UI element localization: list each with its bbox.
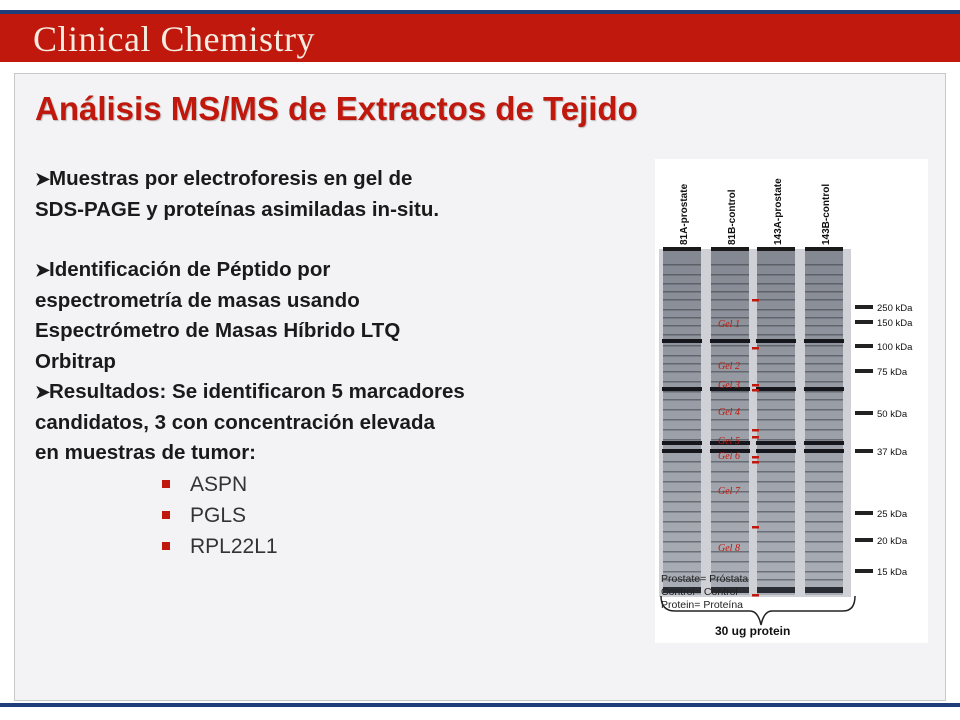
cut-mark <box>752 456 759 459</box>
gel-slice-label: Gel 5 <box>718 436 740 447</box>
gel-band <box>711 283 749 285</box>
gel-band <box>663 283 701 285</box>
gel-band-strong <box>710 339 750 343</box>
gel-band <box>663 471 701 473</box>
gel-band <box>805 551 843 553</box>
bullet-samples <box>35 164 595 225</box>
gel-band-strong <box>756 339 796 343</box>
gel-band <box>757 439 795 441</box>
gel-band <box>805 334 843 336</box>
gel-lane <box>805 251 843 595</box>
gel-band <box>757 399 795 401</box>
gel-band <box>757 561 795 563</box>
gel-band <box>805 264 843 266</box>
gel-band <box>663 409 701 411</box>
gel-band <box>711 299 749 301</box>
gel-band <box>805 429 843 431</box>
cut-mark <box>752 436 759 439</box>
gel-band <box>805 461 843 463</box>
gel-band <box>757 481 795 483</box>
cut-mark <box>752 594 759 597</box>
ladder-label: 20 kDa <box>877 536 908 547</box>
gel-band <box>757 381 795 383</box>
gel-band <box>757 579 795 581</box>
gel-band-strong <box>662 441 702 445</box>
gel-band <box>805 299 843 301</box>
gel-band <box>663 541 701 543</box>
gel-band <box>805 363 843 365</box>
gel-band <box>663 309 701 311</box>
lane-well <box>711 247 749 251</box>
gel-band <box>805 355 843 357</box>
cut-mark <box>752 429 759 432</box>
gel-lane <box>757 251 795 595</box>
ladder-band <box>855 449 873 453</box>
gel-band-strong <box>804 441 844 445</box>
cut-mark <box>752 384 759 387</box>
gel-band <box>805 291 843 293</box>
gel-band-strong <box>662 339 702 343</box>
arrow-bullet-icon: ➤ <box>35 260 51 280</box>
bullet-line: Orbitrap <box>35 349 116 373</box>
ladder-band <box>855 538 873 542</box>
gel-band <box>663 391 701 393</box>
bullet-line: espectrometría de masas usando <box>35 288 360 312</box>
gel-band-strong <box>662 449 702 453</box>
gel-band <box>757 317 795 319</box>
marker-list <box>35 469 595 562</box>
gel-band-strong <box>804 339 844 343</box>
gel-band <box>805 491 843 493</box>
gel-band <box>757 334 795 336</box>
gel-band <box>711 501 749 503</box>
gel-band <box>757 283 795 285</box>
gel-band <box>757 501 795 503</box>
gel-band <box>805 419 843 421</box>
ladder-label: 50 kDa <box>877 409 908 420</box>
gel-band <box>757 541 795 543</box>
gel-band <box>711 471 749 473</box>
gel-band <box>663 334 701 336</box>
gel-slice-label: Gel 1 <box>718 319 740 330</box>
gel-band <box>757 521 795 523</box>
lane-label: 81B-control <box>727 189 738 245</box>
gel-band <box>805 345 843 347</box>
gel-band <box>805 325 843 327</box>
gel-band <box>805 531 843 533</box>
ladder-band <box>855 320 873 324</box>
ladder-band <box>855 511 873 515</box>
lane-label: 143A-prostate <box>773 178 784 245</box>
caption-line: Control= Control <box>661 586 738 598</box>
gel-slice-label: Gel 7 <box>718 486 740 497</box>
gel-slice-label: Gel 2 <box>718 361 740 372</box>
gel-slice-label: Gel 3 <box>718 380 740 391</box>
gel-band <box>757 471 795 473</box>
gel-band <box>663 299 701 301</box>
gel-band <box>757 391 795 393</box>
ladder-label: 100 kDa <box>877 342 913 353</box>
gel-band <box>711 481 749 483</box>
gel-band <box>663 501 701 503</box>
gel-band <box>805 471 843 473</box>
ladder-band <box>855 569 873 573</box>
gel-band <box>805 481 843 483</box>
gel-band <box>711 345 749 347</box>
gel-band <box>663 264 701 266</box>
gel-band <box>757 355 795 357</box>
bullet-line: Resultados: Se identificaron 5 marcadores <box>49 380 465 403</box>
gel-band-strong <box>756 441 796 445</box>
lane-label: 143B-control <box>821 183 832 245</box>
gel-band <box>805 521 843 523</box>
slide-title: Análisis MS/MS de Extractos de Tejido <box>35 90 638 127</box>
gel-band-strong <box>756 387 796 391</box>
marker-item: PGLS <box>35 500 595 531</box>
gel-band <box>757 363 795 365</box>
gel-band <box>757 461 795 463</box>
gel-slice-label: Gel 6 <box>718 451 740 462</box>
gel-band <box>711 355 749 357</box>
gel-figure <box>655 159 928 643</box>
gel-band <box>711 561 749 563</box>
ladder-band <box>855 305 873 309</box>
gel-band <box>663 419 701 421</box>
ladder-band <box>855 344 873 348</box>
cut-mark <box>752 461 759 464</box>
cut-mark <box>752 299 759 302</box>
bottom-rule <box>0 703 960 707</box>
journal-title: Clinical Chemistry <box>33 19 315 59</box>
gel-band <box>757 371 795 373</box>
ladder-label: 37 kDa <box>877 447 908 458</box>
gel-band <box>663 491 701 493</box>
gel-band <box>663 461 701 463</box>
gel-band <box>757 531 795 533</box>
bullet-identification <box>35 255 595 377</box>
lane-well <box>757 247 795 251</box>
gel-band <box>711 264 749 266</box>
arrow-bullet-icon: ➤ <box>35 382 51 402</box>
gel-band <box>663 481 701 483</box>
lane-well <box>663 247 701 251</box>
slide-panel <box>14 73 946 701</box>
gel-band <box>663 521 701 523</box>
gel-band <box>805 399 843 401</box>
gel-band <box>663 381 701 383</box>
gel-band <box>757 345 795 347</box>
gel-band <box>663 355 701 357</box>
gel-band <box>663 371 701 373</box>
lane-label: 81A-prostate <box>679 183 690 245</box>
gel-band <box>663 317 701 319</box>
cut-mark <box>752 347 759 350</box>
bullet-line: en muestras de tumor: <box>35 441 256 464</box>
gel-band <box>757 409 795 411</box>
gel-band <box>805 274 843 276</box>
gel-band <box>711 521 749 523</box>
protein-amount-label: 30 ug protein <box>715 624 791 638</box>
lane-well <box>805 247 843 251</box>
gel-band-strong <box>804 387 844 391</box>
gel-band <box>711 399 749 401</box>
gel-band <box>663 439 701 441</box>
gel-band <box>805 381 843 383</box>
gel-band <box>711 309 749 311</box>
marker-item: ASPN <box>35 469 595 500</box>
bullet-results <box>35 377 595 469</box>
gel-band <box>711 291 749 293</box>
gel-band <box>757 325 795 327</box>
bullet-line: SDS-PAGE y proteínas asimiladas in-situ. <box>35 197 440 221</box>
gel-band <box>663 345 701 347</box>
gel-band <box>805 541 843 543</box>
gel-band <box>805 501 843 503</box>
figure-caption <box>661 573 748 612</box>
gel-band <box>663 561 701 563</box>
gel-band <box>663 274 701 276</box>
gel-band <box>663 429 701 431</box>
gel-band <box>711 531 749 533</box>
gel-dye-front <box>805 587 843 593</box>
gel-band <box>805 571 843 573</box>
gel-band <box>757 551 795 553</box>
gel-band <box>757 419 795 421</box>
cut-mark <box>752 389 759 392</box>
bullet-line: Muestras por electroforesis en gel de <box>49 167 413 190</box>
gel-band <box>757 571 795 573</box>
gel-slice-label: Gel 8 <box>718 543 740 554</box>
gel-band <box>711 419 749 421</box>
gel-band <box>757 274 795 276</box>
gel-band <box>757 429 795 431</box>
bullet-line: Espectrómetro de Masas Híbrido LTQ <box>35 319 401 342</box>
gel-band <box>805 579 843 581</box>
square-bullet-icon <box>162 480 170 488</box>
gel-band <box>805 409 843 411</box>
gel-band <box>663 551 701 553</box>
bullet-line: candidatos, 3 con concentración elevada <box>35 410 435 434</box>
gel-band <box>757 309 795 311</box>
gel-band <box>711 334 749 336</box>
square-bullet-icon <box>162 511 170 519</box>
ladder-band <box>855 411 873 415</box>
gel-band <box>711 274 749 276</box>
gel-band <box>805 283 843 285</box>
gel-band <box>711 391 749 393</box>
gel-band <box>757 511 795 513</box>
gel-lane <box>663 251 701 595</box>
gel-band <box>757 291 795 293</box>
gel-band <box>805 561 843 563</box>
gel-band-strong <box>662 387 702 391</box>
gel-band <box>805 317 843 319</box>
cut-mark <box>752 526 759 529</box>
gel-band <box>805 511 843 513</box>
bullet-line: Identificación de Péptido por <box>49 258 331 281</box>
gel-band-strong <box>756 449 796 453</box>
gel-band <box>663 363 701 365</box>
caption-line: Protein= Proteína <box>661 599 744 611</box>
arrow-bullet-icon: ➤ <box>35 169 51 189</box>
gel-band <box>663 531 701 533</box>
ladder-label: 250 kDa <box>877 303 913 314</box>
gel-band <box>757 299 795 301</box>
slide-body <box>35 164 595 562</box>
gel-band <box>663 511 701 513</box>
gel-band <box>663 291 701 293</box>
gel-band-strong <box>804 449 844 453</box>
ladder-label: 75 kDa <box>877 367 908 378</box>
gel-slice-label: Gel 4 <box>718 407 740 418</box>
ladder-label: 25 kDa <box>877 509 908 520</box>
gel-band <box>663 399 701 401</box>
gel-band <box>757 264 795 266</box>
gel-band <box>805 391 843 393</box>
gel-band <box>711 429 749 431</box>
ladder-label: 150 kDa <box>877 318 913 329</box>
caption-line: Prostate= Próstata <box>661 573 749 585</box>
gel-dye-front <box>757 587 795 593</box>
ladder-label: 15 kDa <box>877 567 908 578</box>
gel-band <box>805 371 843 373</box>
gel-band <box>805 309 843 311</box>
gel-image <box>655 159 928 643</box>
square-bullet-icon <box>162 542 170 550</box>
marker-item: RPL22L1 <box>35 531 595 562</box>
ladder-band <box>855 369 873 373</box>
header-banner <box>0 14 960 62</box>
gel-band <box>711 511 749 513</box>
gel-band <box>663 325 701 327</box>
gel-band <box>805 439 843 441</box>
gel-band <box>757 491 795 493</box>
